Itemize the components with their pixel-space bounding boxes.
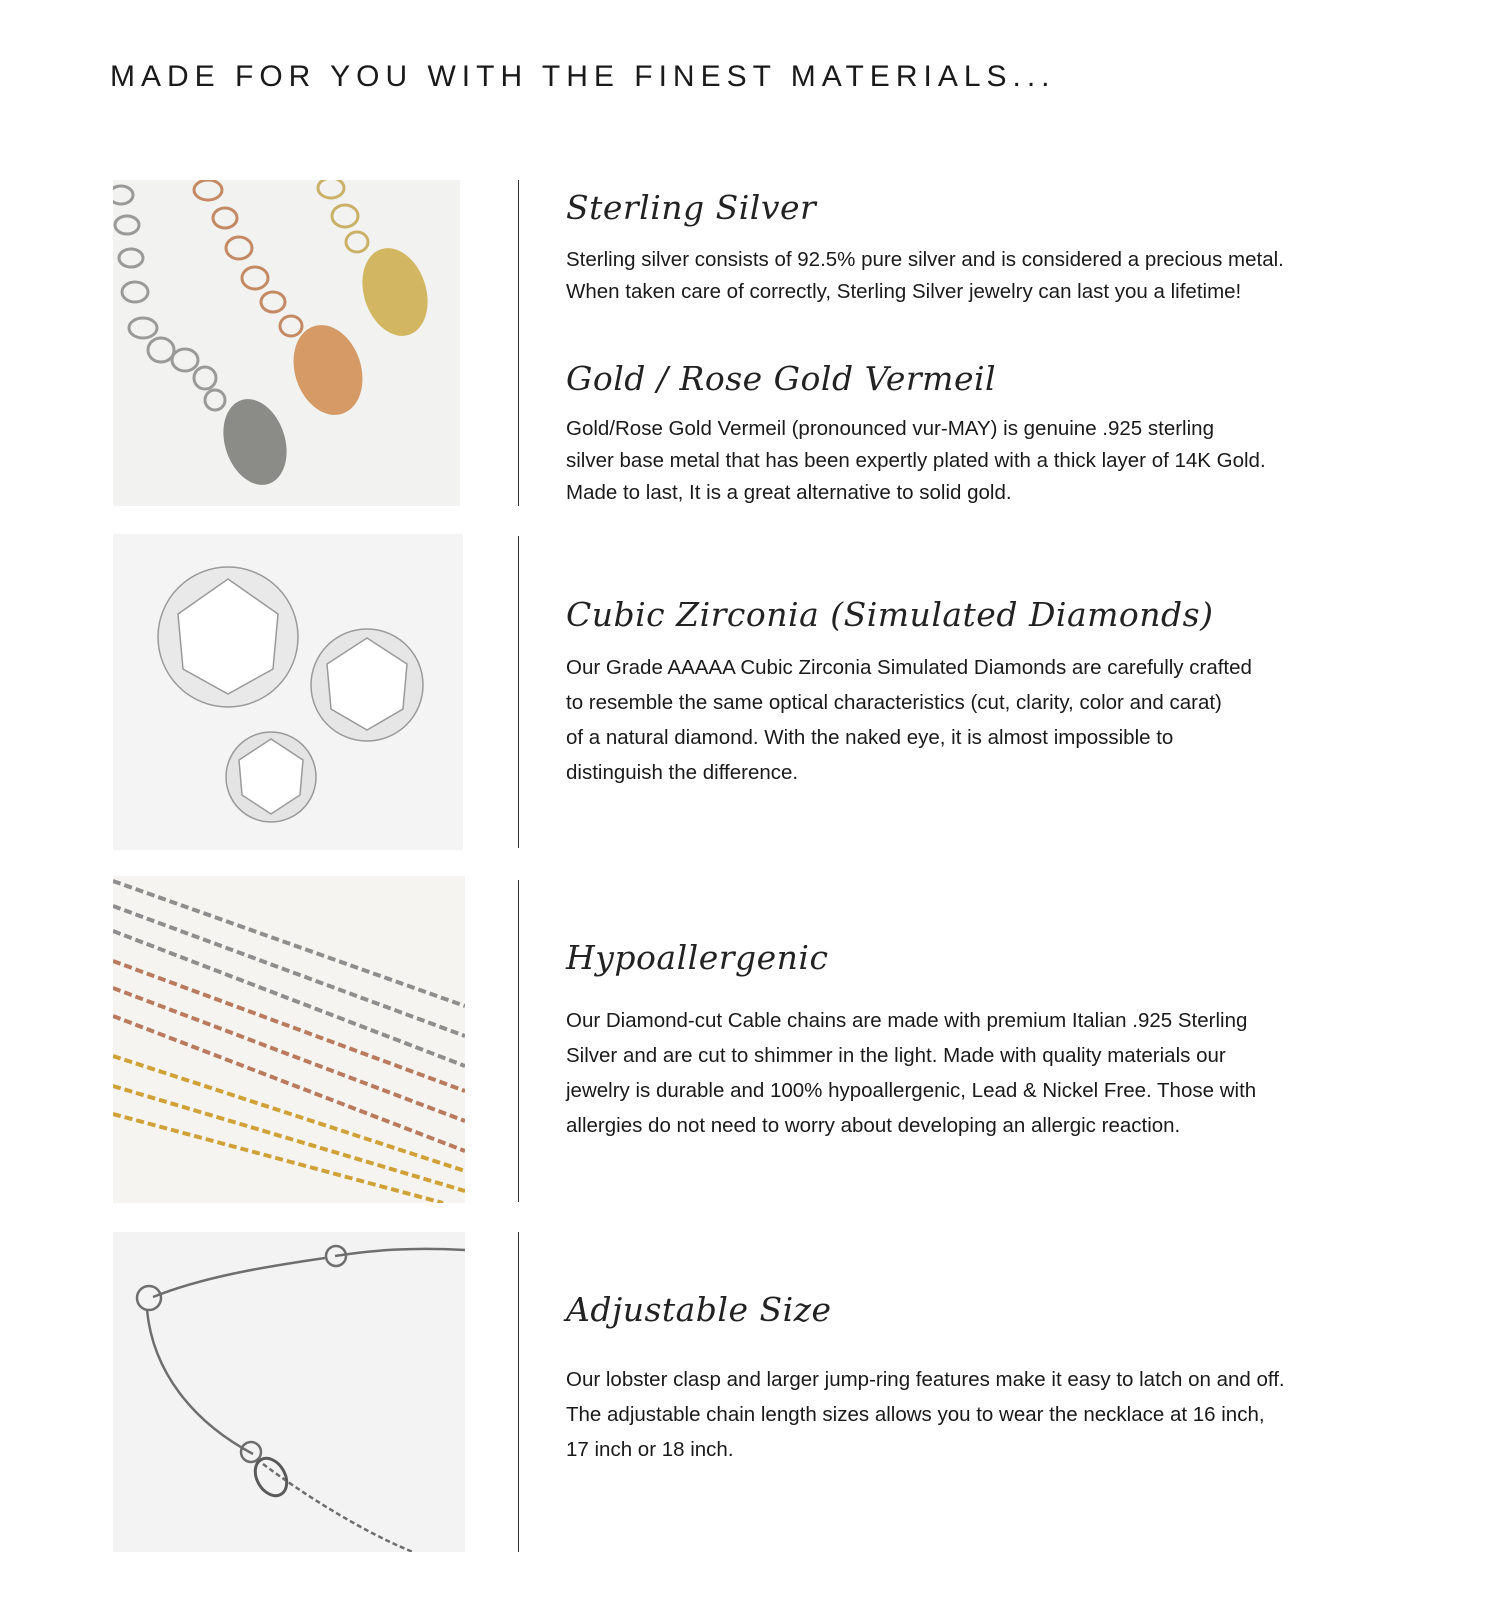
cubic-zirconia-heading: Cubic Zirconia (Simulated Diamonds): [566, 595, 1214, 634]
sterling-silver-heading: Sterling Silver: [566, 188, 817, 227]
cubic-zirconia-photo: [113, 534, 463, 850]
adjustable-chain-photo: [113, 1232, 465, 1552]
divider-line: [518, 1232, 519, 1552]
sterling-silver-text-line-1: Sterling silver consists of 92.5% pure silver and is considered a precious metal.: [566, 248, 1284, 271]
adjustable-size-text-line-3: 17 inch or 18 inch.: [566, 1438, 734, 1461]
cubic-zirconia-text-line-2: to resemble the same optical characteristics (cut, clarity, color and carat): [566, 691, 1222, 714]
cable-chains-photo: [113, 876, 465, 1203]
vermeil-text-line-2: silver base metal that has been expertly plated with a thick layer of 14K Gold.: [566, 449, 1266, 472]
vermeil-text-line-1: Gold/Rose Gold Vermeil (pronounced vur-MAY) is genuine .925 sterling: [566, 417, 1214, 440]
divider-line: [518, 180, 519, 506]
adjustable-size-text-line-1: Our lobster clasp and larger jump-ring features make it easy to latch on and off.: [566, 1368, 1285, 1391]
adjustable-size-heading: Adjustable Size: [566, 1290, 832, 1329]
hypoallergenic-heading: Hypoallergenic: [566, 938, 829, 977]
adjustable-size-text-line-2: The adjustable chain length sizes allows you to wear the necklace at 16 inch,: [566, 1403, 1265, 1426]
cubic-zirconia-text-line-3: of a natural diamond. With the naked eye, it is almost impossible to: [566, 726, 1174, 749]
page-title: MADE FOR YOU WITH THE FINEST MATERIALS...: [110, 60, 1056, 93]
cubic-zirconia-text-line-1: Our Grade AAAAA Cubic Zirconia Simulated Diamonds are carefully crafted: [566, 656, 1252, 679]
sterling-silver-text-line-2: When taken care of correctly, Sterling Silver jewelry can last you a lifetime!: [566, 280, 1242, 303]
divider-line: [518, 536, 519, 848]
vermeil-text-line-3: Made to last, It is a great alternative to solid gold.: [566, 481, 1012, 504]
vermeil-heading: Gold / Rose Gold Vermeil: [566, 359, 997, 398]
divider-line: [518, 880, 519, 1202]
chain-extenders-photo: [113, 180, 460, 506]
hypoallergenic-text-line-3: jewelry is durable and 100% hypoallergenic, Lead & Nickel Free. Those with: [566, 1079, 1257, 1102]
hypoallergenic-text-line-4: allergies do not need to worry about developing an allergic reaction.: [566, 1114, 1181, 1137]
hypoallergenic-text-line-2: Silver and are cut to shimmer in the light. Made with quality materials our: [566, 1044, 1226, 1067]
hypoallergenic-text-line-1: Our Diamond-cut Cable chains are made with premium Italian .925 Sterling: [566, 1009, 1248, 1032]
cubic-zirconia-text-line-4: distinguish the difference.: [566, 761, 799, 784]
